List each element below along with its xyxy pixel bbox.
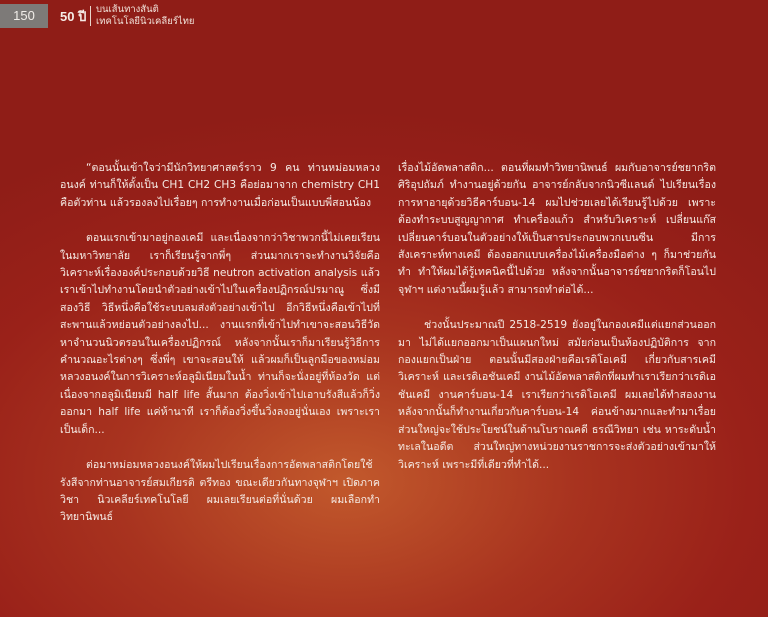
header-divider <box>90 6 91 26</box>
book-title-line2: เทคโนโลยีนิวเคลียร์ไทย <box>96 16 195 27</box>
paragraph: “ตอนนั้นเข้าใจว่ามีนักวิทยาศาสตร์ราว 9 คน ท่านหม่อมหลวงอนงค์ ท่านก็ให้ตั้งเป็น CH1 CH2 CH3 คือย่อมาจาก chemistry CH1 คือตัวท่าน แล้วรองลงไปเรื่อยๆ การทำงานเมื่อก่อนเป็นแบบพี่สอนน้อง <box>60 162 380 209</box>
page-number: 150 <box>0 4 48 28</box>
anniversary-label: 50 ปี <box>60 9 87 24</box>
book-title-line1: บนเส้นทางสันติ <box>96 4 159 15</box>
left-column <box>60 160 380 545</box>
paragraph: ช่วงนั้นประมาณปี 2518-2519 ยังอยู่ในกองเคมีแต่แยกส่วนออกมา ไม่ได้แยกออกมาเป็นแผนกใหม่ สมัยก่อนเป็นห้องปฏิบัติการ จากกองแยกเป็นฝ่าย ตอนนั้นมีสองฝ่ายคือเรดิโอเคมี เกี่ยวกับสารเคมีวิเคราะห์ และเรดิเอชันเคมี งานไม้อัดพลาสติกที่ผมทำเราเรียกว่าเรดิเอชันเคมี งานคาร์บอน-14 เราเรียกว่าเรดิโอเคมี ผมเลยได้ทำสองงาน หลังจากนั้นก็ทำงานเกี่ยวกับคาร์บอน-14 ค่อนข้างมากและทำมาเรื่อย ส่วนใหญ่จะใช้ประโยชน์ในด้านโบราณคดี ธรณีวิทยา เช่น หาระดับน้ำทะเลในอดีต ส่วนใหญ่ทางหน่วยงานราชการจะส่งตัวอย่างเข้ามาให้วิเคราะห์ เพราะมีที่เดียวที่ทำได้... <box>398 319 716 471</box>
paragraph: เรื่องไม้อัดพลาสติก... ตอนที่ผมทำวิทยานิพนธ์ ผมกับอาจารย์ชยากริต ศิริอุปถัมภ์ ทำงานอยู่ด้วยกัน อาจารย์กลับจากนิวซีแลนด์ ไปเรียนเรื่องการหาอายุด้วยวิธีคาร์บอน-14 ผมไปช่วยเลยได้เรียนรู้ไปด้วย เพราะต้องทำระบบสูญญากาศ ทำเครื่องแก้ว สำหรับวิเคราะห์ เปลี่ยนแก๊สเปลี่ยนคาร์บอนในตัวอย่างให้เป็นสารประกอบพวกเบนซีน มีการสังเคราะห์ทางเคมี ต้องออกแบบเครื่องไม้เครื่องมือต่าง ๆ ก็มาช่วยกันทำ ทำให้ผมได้รู้เทคนิคนี้ไปด้วย หลังจากนั้นอาจารย์ชยากริตก็โอนไปจุฬาฯ แต่งานนี้ผมรู้แล้ว สามารถทำต่อได้... <box>398 162 716 296</box>
book-title <box>96 4 194 28</box>
page-header <box>0 0 768 34</box>
paragraph: ต่อมาหม่อมหลวงอนงค์ให้ผมไปเรียนเรื่องการอัดพลาสติกโดยใช้รังสีจากท่านอาจารย์สมเกียรติ ตรีทอง ขณะเดียวกันทางจุฬาฯ เปิดภาควิชา นิวเคลียร์เทคโนโลยี ผมเลยเรียนต่อที่นั่นด้วย ผมเลือกทำวิทยานิพนธ์ <box>60 459 380 524</box>
right-column <box>398 160 716 492</box>
paragraph: ตอนแรกเข้ามาอยู่กองเคมี และเนื่องจากว่าวิชาพวกนี้ไม่เคยเรียนในมหาวิทยาลัย เราก็เรียนรู้จากพี่ๆ ส่วนมากเราจะทำงานวิจัยคือวิเคราะห์เรื่ององค์ประกอบด้วยวิธี neutron activation analysis แล้วเราเข้าไปทำงานโดยนำตัวอย่างเข้าไปในเครื่องปฏิกรณ์ปรมาณู ซึ่งมีสองวิธี วิธีหนึ่งคือใช้ระบบลมส่งตัวอย่างเข้าไป อีกวิธีหนึ่งคือเข้าไปที่สะพานแล้วหย่อนตัวอย่างลงไป... งานแรกที่เข้าไปทำเขาจะสอนวิธีวัดหาจำนวนนิวตรอนในเครื่องปฏิกรณ์ หลังจากนั้นเราก็มาเรียนรู้วิธีการคำนวณอะไรต่างๆ ซึ่งพี่ๆ เขาจะสอนให้ แล้วผมก็เป็นลูกมือของหม่อมหลวงอนงค์ในการวิเคราะห์อลูมิเนียมในน้ำ ท่านก็จะนั่งอยู่ที่ห้องวัด แต่เนื่องจากอลูมิเนียมมี half life สั้นมาก ต้องวิ่งเข้าไปเอาบรังสีแล้วก็วิ่งออกมา half life แค่ห้านาที เราก็ต้องวิ่งขึ้นวิ่งลงอยู่นั่นเอง เพราะเราเป็นเด็ก... <box>60 232 380 436</box>
